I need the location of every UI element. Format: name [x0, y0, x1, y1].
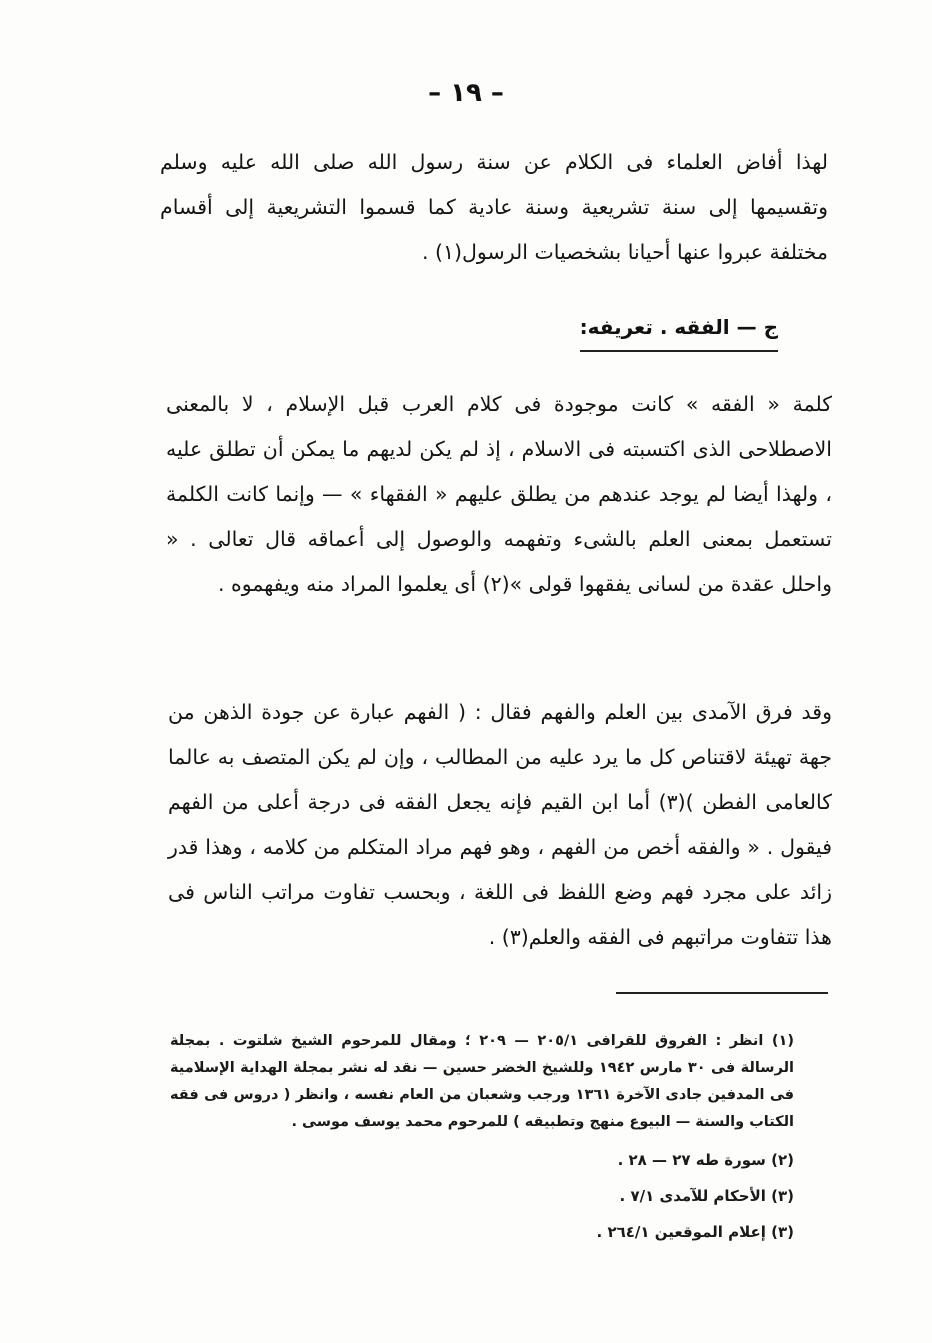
- section-heading-fiqh-definition: ج — الفقه . تعريفه:: [580, 312, 778, 352]
- footnotes: [170, 1028, 794, 1250]
- footnote-separator: [616, 992, 828, 994]
- paragraph-fiqh-word: كلمة « الفقه » كانت موجودة فى كلام العرب قبل الإسلام ، لا بالمعنى الاصطلاحى الذى اكتسبته فى الاسلام ، إذ لم يكن لديهم ما يمكن أن تطلق عليه ، ولهذا أيضا لم يوجد عندهم من يطلق عليهم « الفقهاء » — وإنما كانت الكلمة تستعمل بمعنى العلم بالشىء وتفهمه والوصول إلى أعماقه قال تعالى . « واحلل عقدة من لسانى يفقهوا قولى »(٢) أى يعلموا المراد منه ويفهموه .: [166, 392, 832, 596]
- footnote-2: (٢) سورة طه ٢٧ — ٢٨ .: [617, 1151, 794, 1169]
- footnote-3: (٣) الأحكام للآمدى ٧/١ .: [619, 1187, 794, 1205]
- page-number: – ١٩ –: [428, 78, 504, 108]
- footnote-1: (١) انظر : الفروق للقرافى ٢٠٥/١ — ٢٠٩ ؛ ومقال للمرحوم الشيخ شلتوت . بمجلة الرسالة فى ٣٠ مارس ١٩٤٢ وللشيخ الخضر حسين — نقد له نشر بمجلة الهداية الإسلامية فى المدفين جادى الآخرة ١٣٦١ ورجب وشعبان من العام نفسه ، وانظر ( دروس فى فقه الكتاب والسنة — البيوع منهج وتطبيقه ) للمرحوم محمد يوسف موسى .: [170, 1033, 795, 1130]
- paragraph-sunnah: لهذا أفاض العلماء فى الكلام عن سنة رسول الله صلى الله عليه وسلم وتقسيمها إلى سنة تشريعية وسنة عادية كما قسموا التشريعية إلى أقسام مختلفة عبروا عنها أحيانا بشخصيات الرسول(١) .: [160, 150, 828, 264]
- footnote-4: (٣) إعلام الموقعين ٢٦٤/١ .: [596, 1223, 794, 1241]
- paragraph-amidi-distinction: وقد فرق الآمدى بين العلم والفهم فقال : ( الفهم عبارة عن جودة الذهن من جهة تهيئة لاقتناص كل ما يرد عليه من المطالب ، وإن لم يكن المتصف به عالما كالعامى الفطن )(٣) أما ابن القيم فإنه يجعل الفقه فى درجة أعلى من الفهم فيقول . « والفقه أخص من الفهم ، وهو فهم مراد المتكلم من كلامه ، وهذا قدر زائد على مجرد فهم وضع اللفظ فى اللغة ، وبحسب تفاوت مراتب الناس فى هذا تتفاوت مراتبهم فى الفقه والعلم(٣) .: [168, 700, 832, 949]
